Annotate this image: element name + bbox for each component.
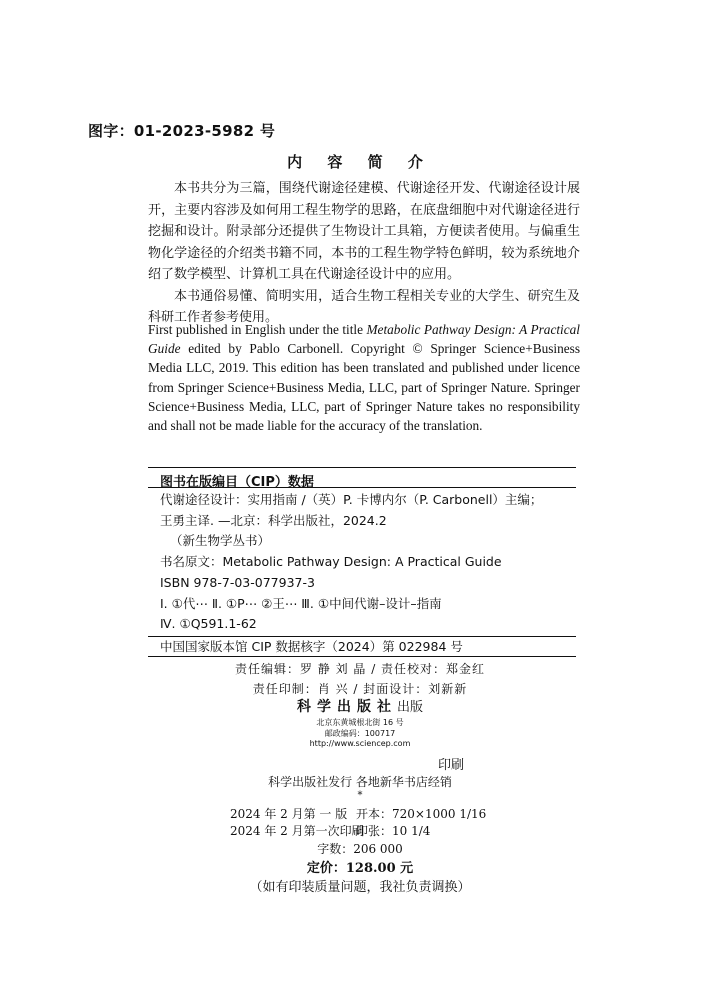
printed-label: 印刷 [438, 758, 465, 773]
edition-date: 2024 年 2 月第 一 版 [230, 807, 348, 821]
cip-line: 书名原文：Metabolic Pathway Design: A Practical Guide [160, 554, 502, 570]
word-count: 字数：206 000 [317, 842, 403, 856]
cip-line: 代谢途径设计：实用指南 /（英）P. 卡博内尔（P. Carbonell）主编； [160, 492, 543, 507]
cip-line: （新生物学丛书） [170, 533, 271, 549]
book-format: 开本：720×1000 1/16 [356, 807, 487, 821]
publisher-line [0, 696, 720, 716]
publisher-postcode: 邮政编码：100717 [324, 729, 396, 738]
notice-prefix: First published in English under the title [148, 322, 367, 337]
cip-line: Ⅳ. ①Q591.1-62 [160, 616, 257, 632]
cip-line: Ⅰ. ①代⋯ Ⅱ. ①P⋯ ②王⋯ Ⅲ. ①中间代谢–设计–指南 [160, 595, 442, 611]
print-date: 2024 年 2 月第一次印刷 [230, 824, 364, 838]
editors-line-1: 责任编辑：罗 静 刘 晶 / 责任校对：郑金红 [234, 662, 486, 676]
cip-record-number: 中国国家版本馆 CIP 数据核字（2024）第 022984 号 [160, 639, 463, 654]
cip-line: 王勇主译. —北京：科学出版社，2024.2 [160, 512, 387, 528]
print-sheets: 印张：10 1/4 [356, 824, 431, 838]
summary-title: 内 容 简 介 [287, 153, 433, 171]
cip-heading-rule [148, 487, 576, 488]
separator-star: * [357, 790, 363, 801]
edition-row [230, 805, 486, 822]
cip-line: ISBN 978-7-03-077937-3 [160, 574, 315, 590]
publisher-address: 北京东黄城根北街 16 号 [316, 718, 404, 727]
summary-paragraph-1: 本书共分为三篇，围绕代谢途径建模、代谢途径开发、代谢途径设计展开，主要内容涉及如何用工程生物学的思路，在底盘细胞中对代谢途径进行挖掘和设计。附录部分还提供了生物设计工具箱，方便读者使用。与偏重生物化学途径的介绍类书籍不同，本书的工程生物学特色鲜明，较为系统地介绍了数学模型、计算机工具在代谢途径设计中的应用。 [148, 181, 580, 282]
publisher-suffix: 出版 [396, 700, 423, 715]
distribution-line: 科学出版社发行 各地新华书店经销 [268, 775, 452, 789]
cip-bottom-rule [148, 656, 576, 657]
editors-line-2: 责任印制：肖 兴 / 封面设计：刘新新 [252, 682, 468, 696]
english-license-notice [148, 320, 580, 435]
publisher-name: 科学出版社 [296, 699, 397, 715]
quality-note: （如有印装质量问题，我社负责调换） [249, 880, 471, 895]
notice-suffix: edited by Pablo Carbonell. Copyright © Springer Science+Business Media LLC, 2019. This edition has been translated and published under licence from Springer Science+Business Media, LLC, part of Springer Nature. Springer Science+Business Media, LLC, part of Springer Nature takes no responsibility and shall not be made liable for the accuracy of the translation. [148, 341, 580, 434]
summary-paragraph-2: 本书通俗易懂、简明实用，适合生物工程相关专业的大学生、研究生及科研工作者参考使用。 [148, 288, 580, 325]
cip-heading: 图书在版编目（CIP）数据 [160, 475, 314, 490]
publisher-website: http://www.sciencep.com [309, 739, 411, 748]
cip-top-rule [148, 467, 576, 468]
summary-body [148, 178, 580, 329]
printing-row [230, 822, 430, 839]
copyright-permit-number: 图字：01-2023-5982 号 [88, 122, 276, 140]
price: 定价：128.00 元 [306, 861, 414, 876]
original-book-title: Metabolic Pathway Design: A Practical Guide [148, 322, 580, 357]
cip-record [160, 490, 580, 635]
